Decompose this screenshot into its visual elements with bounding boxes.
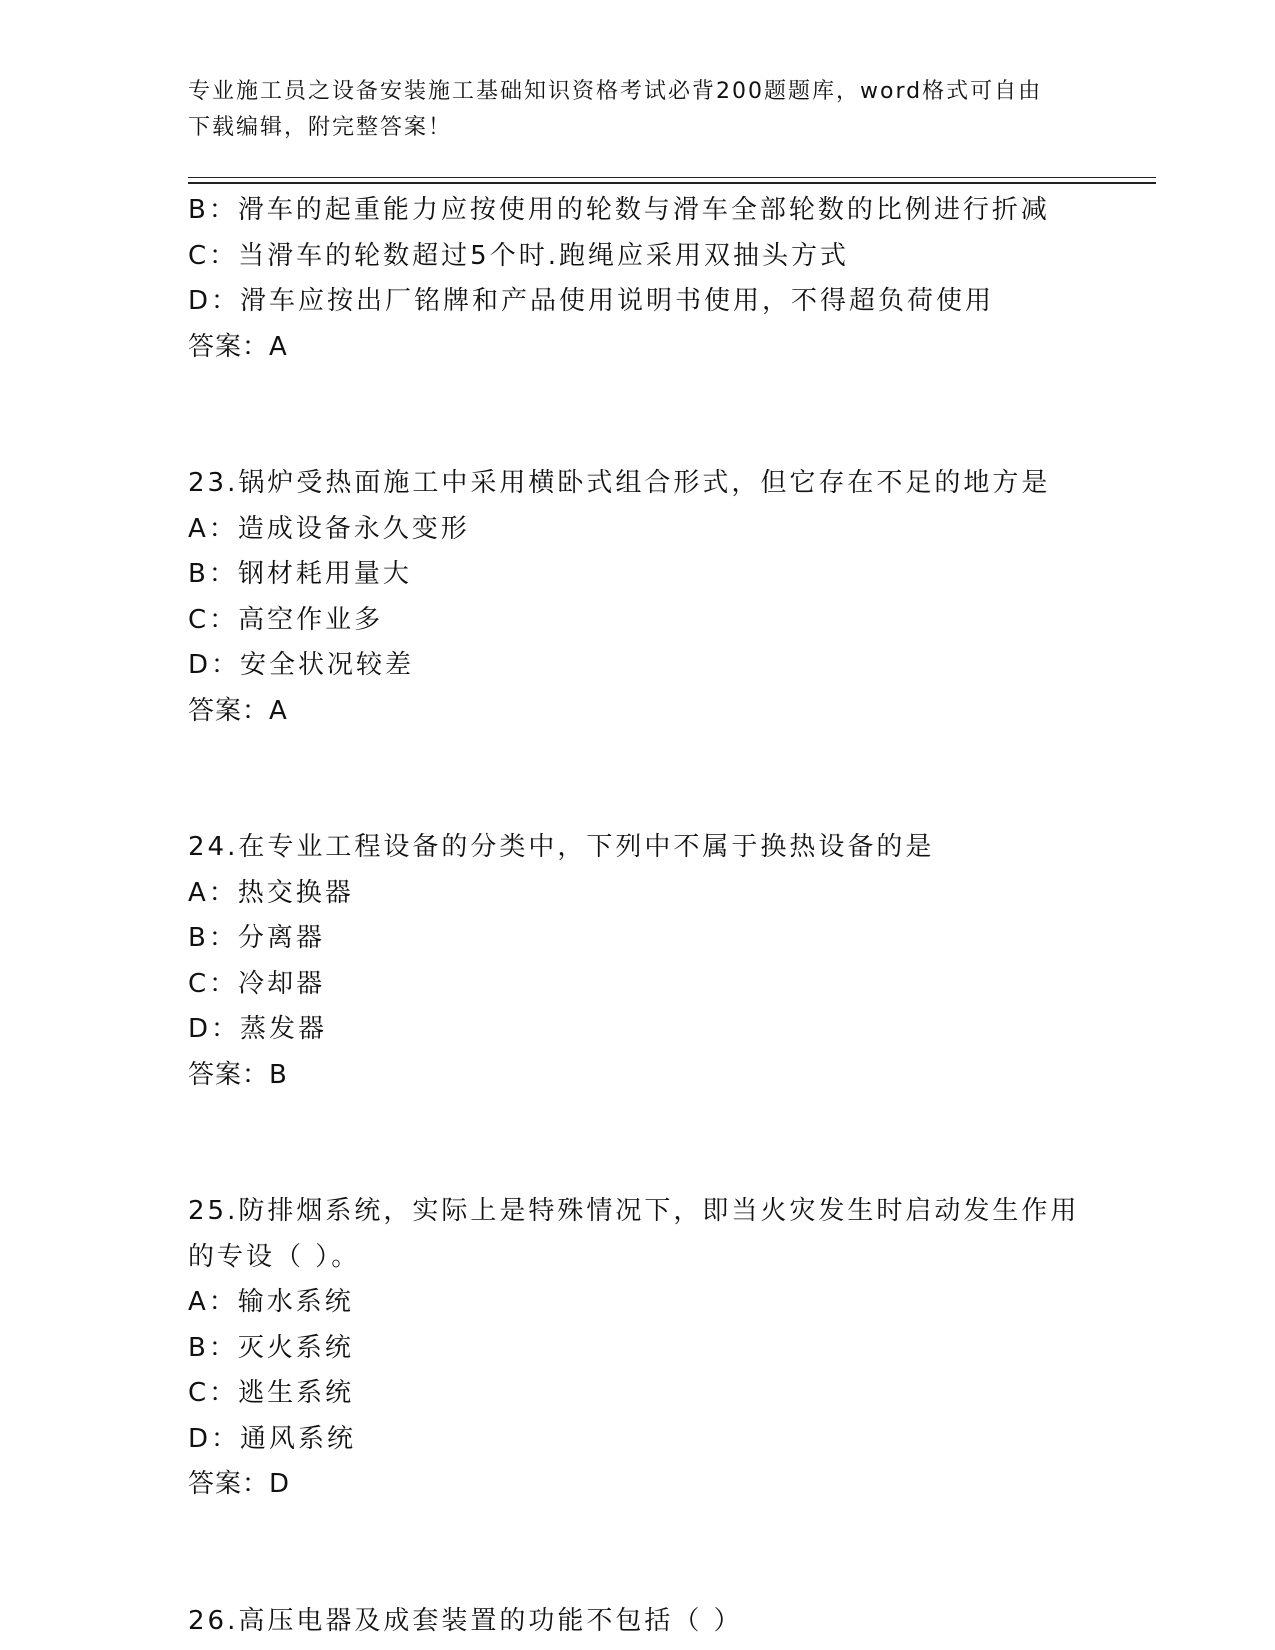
question-22-tail <box>188 188 1108 370</box>
option-d: D：滑车应按出厂铭牌和产品使用说明书使用，不得超负荷使用 <box>188 286 995 316</box>
option-c: C：逃生系统 <box>188 1378 355 1408</box>
option-d: D：通风系统 <box>188 1423 357 1454</box>
option-d: D：安全状况较差 <box>188 650 415 680</box>
question-26 <box>188 1599 1108 1645</box>
answer-line: 答案：B <box>188 1059 288 1090</box>
question-spacer <box>188 734 1108 825</box>
option-a: A：输水系统 <box>188 1287 354 1317</box>
question-25 <box>188 1189 1108 1508</box>
header-title-line-2: 下载编辑，附完整答案！ <box>188 115 453 140</box>
question-spacer <box>188 1508 1108 1599</box>
answer-line: 答案：A <box>188 331 288 362</box>
option-c: C：当滑车的轮数超过5个时.跑绳应采用双抽头方式 <box>188 240 849 271</box>
question-stem: 24.在专业工程设备的分类中，下列中不属于换热设备的是 <box>188 832 935 862</box>
document-header <box>188 74 1088 146</box>
option-b: B：灭火系统 <box>188 1332 354 1363</box>
option-a: A：造成设备永久变形 <box>188 513 470 544</box>
question-stem: 26.高压电器及成套装置的功能不包括（ ） <box>188 1605 743 1636</box>
question-stem: 23.锅炉受热面施工中采用横卧式组合形式，但它存在不足的地方是 <box>188 468 1051 498</box>
question-stem: 25.防排烟系统，实际上是特殊情况下，即当火灾发生时启动发生作用 <box>188 1196 1080 1226</box>
header-title-line-1: 专业施工员之设备安装施工基础知识资格考试必背200题题库，word格式可自由 <box>188 79 1043 104</box>
question-23 <box>188 461 1108 734</box>
header-divider-thick <box>188 182 1156 184</box>
option-b: B：钢材耗用量大 <box>188 559 412 589</box>
answer-line: 答案：A <box>188 695 288 726</box>
question-content <box>188 188 1108 1644</box>
header-divider-thin <box>188 177 1156 178</box>
question-24 <box>188 825 1108 1098</box>
option-b: B：滑车的起重能力应按使用的轮数与滑车全部轮数的比例进行折减 <box>188 195 1050 225</box>
option-a: A：热交换器 <box>188 877 354 908</box>
answer-line: 答案：D <box>188 1469 291 1499</box>
option-d: D：蒸发器 <box>188 1014 328 1044</box>
option-c: C：冷却器 <box>188 968 326 999</box>
question-spacer <box>188 370 1108 461</box>
question-spacer <box>188 1098 1108 1189</box>
question-stem-continued: 的专设（ ）。 <box>188 1241 361 1272</box>
option-c: C：高空作业多 <box>188 604 384 635</box>
option-b: B：分离器 <box>188 923 325 953</box>
